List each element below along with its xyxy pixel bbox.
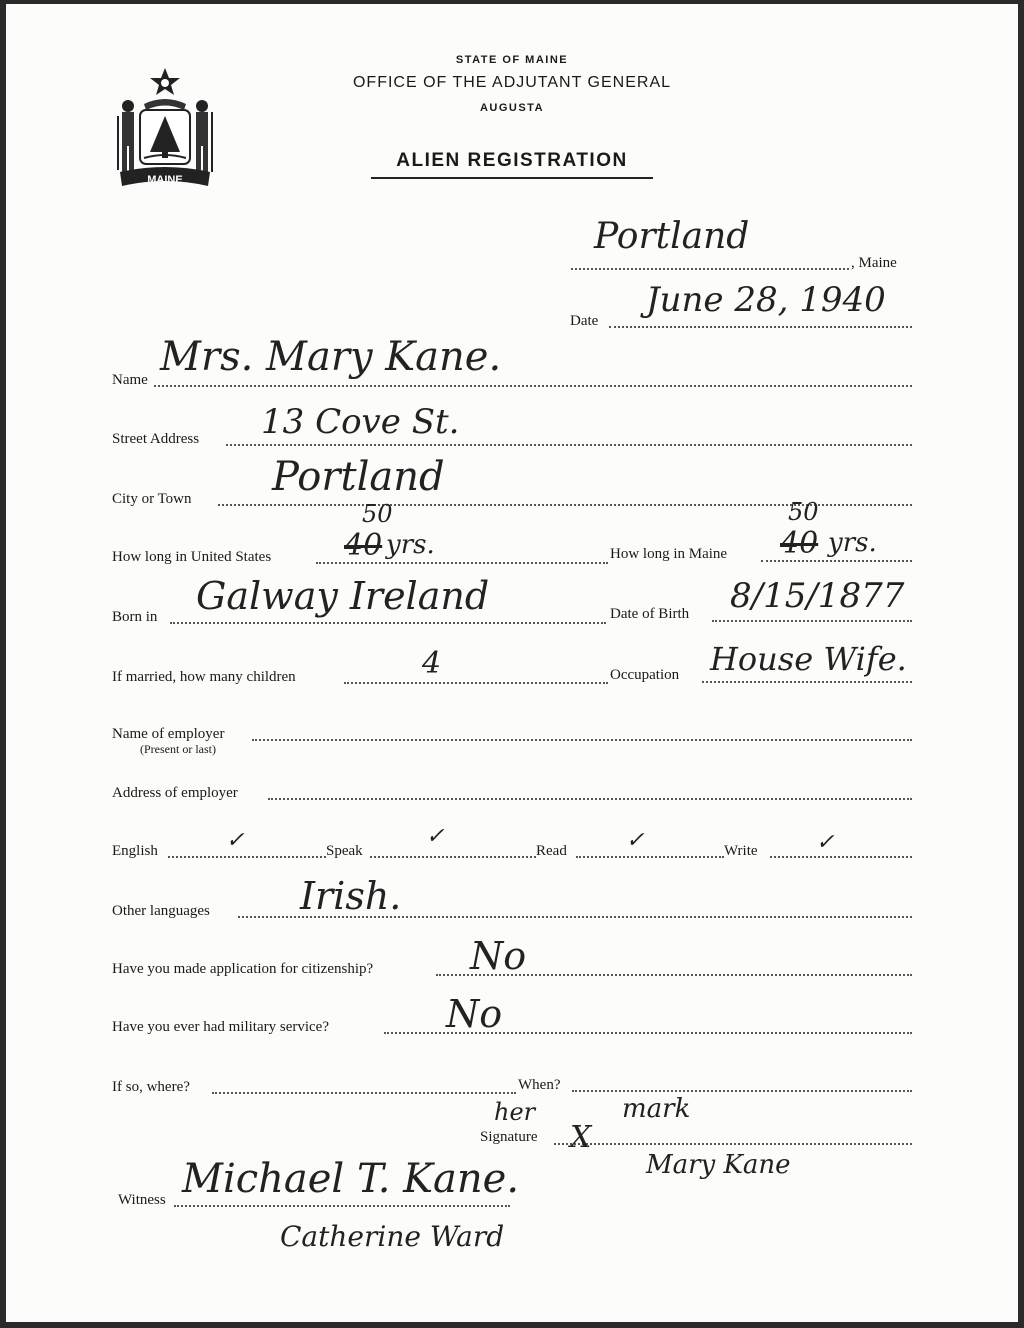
signature-line [554, 1143, 912, 1145]
employer-address-label: Address of employer [112, 785, 238, 801]
city-entry: Portland [272, 454, 445, 500]
long-maine-unit: yrs. [828, 528, 877, 558]
witness-2-signature: Catherine Ward [280, 1220, 505, 1253]
where-label: If so, where? [112, 1079, 190, 1095]
signature-her: her [494, 1098, 536, 1126]
employer-address-line [268, 798, 912, 800]
street-line [226, 444, 912, 446]
military-label: Have you ever had military service? [112, 1019, 329, 1035]
witness-line [174, 1205, 510, 1207]
signature-x: X [570, 1120, 592, 1155]
witness-1-signature: Michael T. Kane. [182, 1156, 520, 1202]
citizenship-entry: No [470, 934, 527, 978]
dob-label: Date of Birth [610, 606, 690, 622]
citizenship-label: Have you made application for citizenship? [112, 961, 374, 977]
name-entry: Mrs. Mary Kane. [160, 334, 502, 380]
english-label: English [112, 843, 158, 859]
form-title: ALIEN REGISTRATION [396, 150, 628, 171]
header-city: AUGUSTA [479, 102, 545, 114]
write-line [770, 856, 912, 858]
other-languages-entry: Irish. [300, 874, 402, 918]
long-maine-struck-value: 40 [780, 526, 819, 561]
military-entry: No [446, 992, 503, 1036]
speak-check: ✓ [426, 824, 445, 849]
when-line [572, 1090, 912, 1092]
dob-entry: 8/15/1877 [730, 576, 905, 616]
read-label: Read [536, 843, 567, 859]
employer-line [252, 739, 912, 741]
seal-text: MAINE [147, 174, 183, 186]
header-office: OFFICE OF THE ADJUTANT GENERAL [352, 74, 672, 91]
where-line [212, 1092, 516, 1094]
signature-mark: mark [622, 1094, 691, 1124]
long-us-struck-value: 40 [344, 528, 383, 563]
long-maine-label: How long in Maine [610, 546, 728, 562]
read-check: ✓ [626, 828, 645, 853]
name-line [154, 385, 912, 387]
occupation-label: Occupation [610, 667, 680, 683]
occupation-line [702, 681, 912, 683]
born-entry: Galway Ireland [196, 574, 490, 618]
english-check: ✓ [226, 828, 245, 853]
when-label: When? [518, 1077, 561, 1093]
place-line [571, 268, 849, 270]
employer-label: Name of employer [112, 726, 225, 742]
employer-sublabel: (Present or last) [140, 742, 216, 756]
name-label: Name [112, 372, 148, 388]
date-entry: June 28, 1940 [646, 280, 886, 320]
long-us-label: How long in United States [112, 549, 272, 565]
long-maine-new-value: 50 [788, 498, 819, 526]
occupation-entry: House Wife. [710, 640, 907, 678]
witness-label: Witness [118, 1192, 166, 1208]
header-state: STATE OF MAINE [455, 54, 569, 66]
date-line [609, 326, 912, 328]
street-label: Street Address [112, 431, 200, 447]
other-languages-label: Other languages [112, 903, 210, 919]
read-line [576, 856, 724, 858]
write-check: ✓ [816, 830, 835, 855]
speak-line [370, 856, 536, 858]
alien-registration-form [6, 4, 1018, 1322]
long-us-new-value: 50 [362, 500, 393, 528]
speak-label: Speak [326, 843, 363, 859]
signature-label: Signature [480, 1129, 538, 1145]
signature-name: Mary Kane [646, 1150, 791, 1180]
place-suffix: , Maine [851, 255, 897, 271]
street-entry: 13 Cove St. [261, 402, 460, 442]
born-line [170, 622, 606, 624]
born-label: Born in [112, 609, 158, 625]
children-line [344, 682, 608, 684]
english-line [168, 856, 326, 858]
children-label: If married, how many children [112, 669, 296, 685]
city-label: City or Town [112, 491, 192, 507]
dob-line [712, 620, 912, 622]
date-label: Date [570, 313, 599, 329]
place-entry: Portland [594, 216, 750, 257]
long-us-unit: yrs. [386, 530, 435, 560]
title-underline [371, 177, 653, 179]
write-label: Write [724, 843, 758, 859]
children-entry: 4 [422, 646, 442, 681]
